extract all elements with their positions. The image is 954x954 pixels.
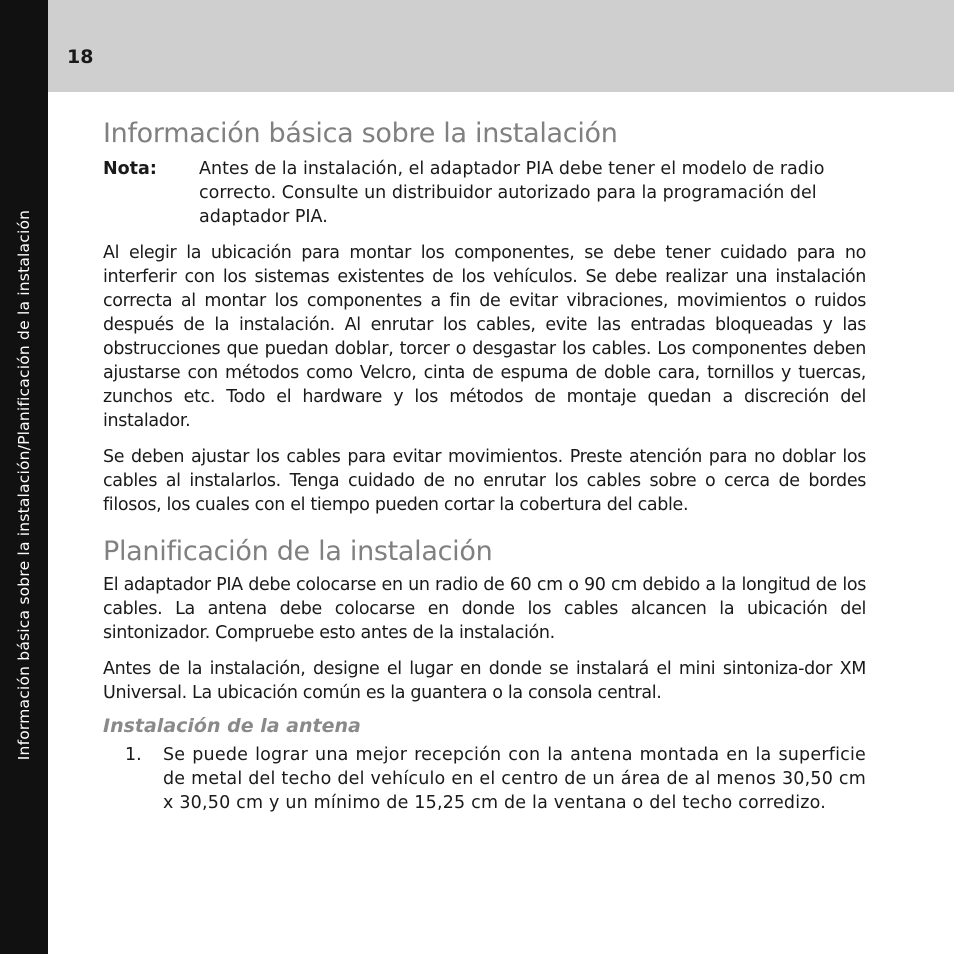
side-tab <box>0 0 48 954</box>
paragraph: Antes de la instalación, designe el lugar en donde se instalará el mini sintoniza-dor XM Universal. La ubicación común es la guantera o la consola central. <box>103 658 866 703</box>
page-content <box>103 117 866 815</box>
list-item-number: 1. <box>125 745 142 766</box>
page-number: 18 <box>67 46 94 68</box>
paragraph: Se deben ajustar los cables para evitar movimientos. Preste atención para no doblar los cables al instalarlos. Tenga cuidado de no enrutar los cables sobre o cerca de bordes filosos, los cuales con el tiempo pueden cortar la cobertura del cable. <box>103 446 866 515</box>
list-item <box>103 743 866 815</box>
section-title-installation-planning: Planificación de la instalación <box>103 535 493 567</box>
list-item-text: Se puede lograr una mejor recepción con la antena montada en la superficie de metal del techo del vehículo en el centro de un área de al menos 30,50 cm x 30,50 cm y un mínimo de 15,25 cm de la ventana o del techo corredizo. <box>163 745 866 814</box>
note-label: Nota: <box>103 158 157 179</box>
paragraph: Al elegir la ubicación para montar los componentes, se debe tener cuidado para no interferir con los sistemas existentes de los vehículos. Se debe realizar una instalación correcta al montar los componentes a fin de evitar vibraciones, movimientos o ruidos después de la instalación. Al enrutar los cables, evite las entradas bloqueadas y las obstrucciones que puedan doblar, torcer o desgastar los cables. Los componentes deben ajustarse con métodos como Velcro, cinta de espuma de doble cara, tornillos y tuercas, zunchos etc. Todo el hardware y los métodos de montaje quedan a discreción del instalador. <box>103 242 866 431</box>
paragraph: El adaptador PIA debe colocarse en un radio de 60 cm o 90 cm debido a la longitud de los cables. La antena debe colocarse en donde los cables alcancen la ubicación del sintonizador. Compruebe esto antes de la instalación. <box>103 574 866 643</box>
note-block <box>103 157 866 229</box>
note-text: Antes de la instalación, el adaptador PIA debe tener el modelo de radio correcto. Consulte un distribuidor autorizado para la programación del adaptador PIA. <box>199 158 825 227</box>
side-tab-label: Información básica sobre la instalación/Planificación de la instalación <box>15 209 33 761</box>
header-band <box>48 0 954 92</box>
section-title-basic-installation: Información básica sobre la instalación <box>103 118 618 149</box>
subheading-antenna-installation: Instalación de la antena <box>103 714 361 737</box>
